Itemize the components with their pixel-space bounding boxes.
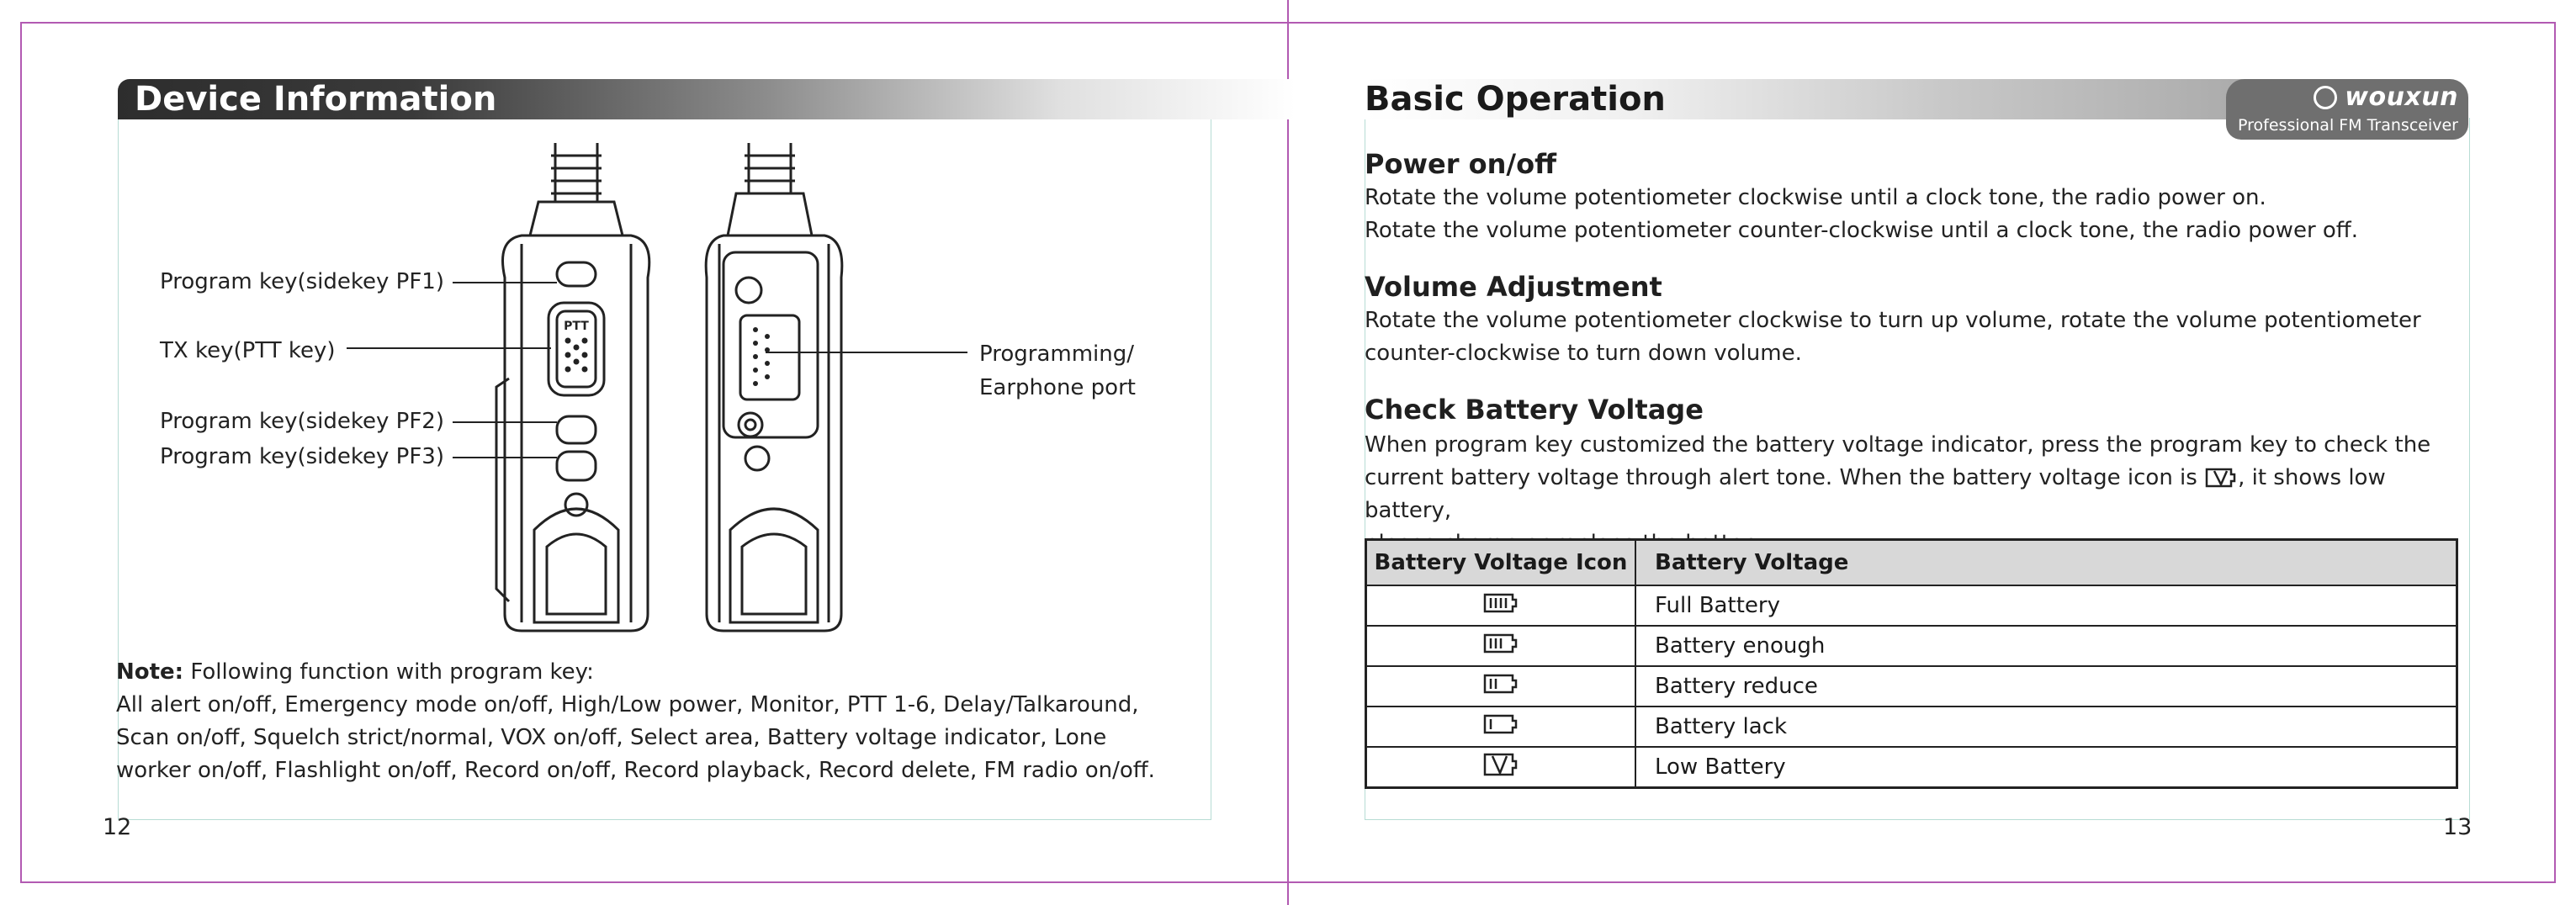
body-line: Rotate the volume potentiometer clockwise until a clock tone, the radio power on. <box>1365 185 2266 210</box>
battery-reduce-icon <box>1482 673 1519 695</box>
note-heading <box>116 656 1210 689</box>
callout-ptt: TX key(PTT key) <box>160 338 336 363</box>
section-body-power <box>1365 182 2468 247</box>
left-page-title: Device Information <box>135 80 497 119</box>
page-fold-line <box>1287 0 1289 905</box>
table-row <box>1366 585 2457 626</box>
note-line: worker on/off, Flashlight on/off, Record on/off, Record playback, Record delete, FM radio on/off. <box>116 758 1155 783</box>
battery-low-icon <box>1482 752 1519 777</box>
ptt-grille <box>565 338 588 373</box>
table-row <box>1366 707 2457 747</box>
wouxun-logo <box>2226 79 2468 140</box>
battery-voltage-table <box>1365 538 2458 789</box>
table-row <box>1366 747 2457 788</box>
crop-line-right <box>2554 22 2556 881</box>
section-title-power: Power on/off <box>1365 148 1556 180</box>
low-battery-inline-icon <box>2204 467 2238 489</box>
body-text: current battery voltage through alert tone. When the battery voltage icon is <box>1365 465 2205 490</box>
note-line: All alert on/off, Emergency mode on/off, High/Low power, Monitor, PTT 1-6, Delay/Talkaround, <box>116 692 1139 717</box>
battery-label: Low Battery <box>1635 747 2457 788</box>
radio-front-view <box>496 143 649 631</box>
callout-pf1: Program key(sidekey PF1) <box>160 269 444 294</box>
callout-port-line1: Programming/ <box>979 341 1134 367</box>
logo-tagline: Professional FM Transceiver <box>2238 116 2458 135</box>
radio-side-view <box>706 143 842 631</box>
table-header-row <box>1366 540 2457 586</box>
body-line: Rotate the volume potentiometer counter-clockwise until a clock tone, the radio power off. <box>1365 218 2358 243</box>
battery-enough-icon <box>1482 632 1519 654</box>
logo-brand: wouxun <box>2345 82 2458 112</box>
battery-full-icon <box>1482 592 1519 614</box>
section-title-battery: Check Battery Voltage <box>1365 394 1704 426</box>
note-line: Scan on/off, Squelch strict/normal, VOX on/off, Select area, Battery voltage indicator, Lone <box>116 725 1107 750</box>
section-body-volume <box>1365 304 2468 370</box>
logo-mark-icon <box>2314 86 2337 109</box>
callout-port-line2: Earphone port <box>979 375 1136 400</box>
body-line <box>1365 462 2475 527</box>
right-page-title: Basic Operation <box>1365 80 1666 119</box>
callout-pf2: Program key(sidekey PF2) <box>160 409 444 434</box>
crop-line-left <box>20 22 22 881</box>
body-text: , it shows low battery, <box>1365 465 2386 523</box>
callout-pf3: Program key(sidekey PF3) <box>160 444 444 469</box>
table-row <box>1366 626 2457 666</box>
battery-lack-icon <box>1482 713 1519 735</box>
battery-label: Full Battery <box>1635 585 2457 626</box>
body-line: Rotate the volume potentiometer clockwise to turn up volume, rotate the volume potentiometer <box>1365 308 2421 333</box>
battery-label: Battery enough <box>1635 626 2457 666</box>
section-title-volume: Volume Adjustment <box>1365 271 1662 303</box>
note-intro: Following function with program key: <box>183 659 594 685</box>
table-header-icon: Battery Voltage Icon <box>1366 540 1636 586</box>
body-line: counter-clockwise to turn down volume. <box>1365 341 1802 366</box>
note-block <box>116 656 1210 787</box>
battery-label: Battery reduce <box>1635 666 2457 707</box>
page-number-left: 12 <box>103 814 132 840</box>
page-number-right: 13 <box>2443 814 2473 840</box>
table-row <box>1366 666 2457 707</box>
table-header-voltage: Battery Voltage <box>1635 540 2457 586</box>
body-line: When program key customized the battery voltage indicator, press the program key to check the <box>1365 432 2431 458</box>
battery-label: Battery lack <box>1635 707 2457 747</box>
ptt-marking: PTT <box>564 320 589 333</box>
note-label: Note: <box>116 659 184 685</box>
